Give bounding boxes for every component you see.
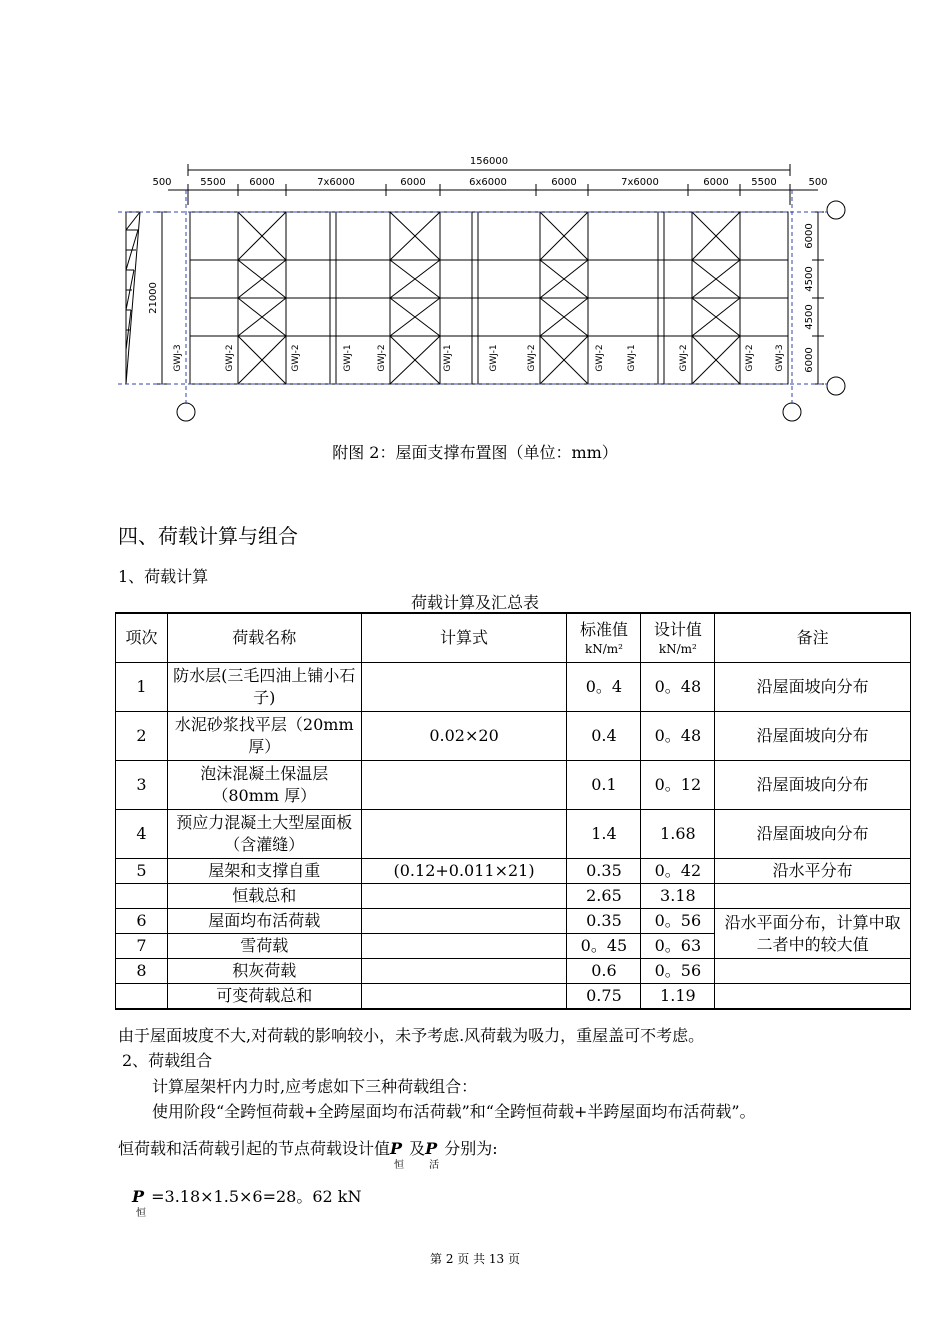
header-formula: 计算式 [361,613,567,663]
cell-index: 3 [116,761,168,810]
cell-note [715,984,911,1010]
cell-design: 0。12 [641,761,715,810]
cell-design: 1.19 [641,984,715,1010]
cell-formula [361,984,567,1010]
dim-right: 4500 [804,304,815,330]
truss-label: GWJ-1 [627,344,637,372]
cell-design: 0。63 [641,934,715,959]
header-standard-unit: kN/m² [584,642,623,656]
cell-formula [361,934,567,959]
truss-label: GWJ-2 [225,344,235,372]
table-title: 荷载计算及汇总表 [410,593,539,612]
cell-index: 5 [116,859,168,884]
cell-note: 沿水平分布 [715,859,911,884]
subsection-heading: 1、荷载计算 [118,567,209,586]
cell-index: 4 [116,810,168,859]
paragraph-node-load [118,1136,498,1171]
cell-name: 预应力混凝土大型屋面板（含灌缝） [167,810,361,859]
symbol-p-dead: P [390,1139,403,1158]
cell-note: 沿屋面坡向分布 [715,761,911,810]
header-index: 项次 [116,613,168,663]
dim-top: 500 [152,177,172,188]
load-table [115,612,911,1010]
para-text: 及 [404,1139,426,1158]
cell-formula [361,810,567,859]
dim-total: 156000 [469,156,509,167]
cell-index: 1 [116,663,168,712]
formula-subscript: 恒 [136,1208,147,1219]
dim-top: 5500 [200,177,226,188]
cell-name: 防水层(三毛四油上铺小石子) [167,663,361,712]
table-row [116,761,911,810]
cell-standard: 0.6 [567,959,641,984]
formula-expression: =3.18×1.5×6=28。62 kN [146,1187,362,1206]
cell-index: 7 [116,934,168,959]
cell-name: 积灰荷载 [167,959,361,984]
paragraph: 计算屋架杆内力时,应考虑如下三种荷载组合： [152,1077,478,1096]
table-row [116,909,911,934]
cell-design: 0。42 [641,859,715,884]
symbol-p-live: P [425,1139,438,1158]
cell-standard: 0.4 [567,712,641,761]
header-standard [567,613,641,663]
roof-bracing-diagram [118,150,858,430]
cell-standard: 0.1 [567,761,641,810]
table-row [116,663,911,712]
cell-design: 0。56 [641,959,715,984]
cell-note: 沿水平面分布，计算中取二者中的较大值 [715,909,911,959]
dim-top: 6000 [551,177,577,188]
header-standard-label: 标准值 [579,620,628,639]
cell-standard: 0。4 [567,663,641,712]
cell-formula: (0.12+0.011×21) [361,859,567,884]
cell-design: 3.18 [641,884,715,909]
table-row [116,959,911,984]
cell-name: 水泥砂浆找平层（20mm 厚） [167,712,361,761]
header-design-unit: kN/m² [658,642,697,656]
cell-name: 泡沫混凝土保温层（80mm 厚） [167,761,361,810]
table-row [116,884,911,909]
cell-standard: 0.35 [567,909,641,934]
dim-top: 7x6000 [621,177,659,188]
cell-standard: 2.65 [567,884,641,909]
cell-formula [361,663,567,712]
dim-top: 6000 [400,177,426,188]
cell-standard: 0.75 [567,984,641,1010]
cell-formula [361,909,567,934]
table-header-row [116,613,911,663]
cell-design: 0。48 [641,663,715,712]
header-name: 荷载名称 [167,613,361,663]
cell-name: 屋架和支撑自重 [167,859,361,884]
cell-formula [361,884,567,909]
paragraph: 使用阶段“全跨恒荷载+全跨屋面均布活荷载”和“全跨恒荷载+半跨屋面均布活荷载”。 [152,1102,756,1121]
header-design [641,613,715,663]
dim-top: 6x6000 [469,177,507,188]
cell-index: 2 [116,712,168,761]
dim-right: 6000 [804,347,815,373]
cell-note: 沿屋面坡向分布 [715,810,911,859]
truss-label: GWJ-2 [377,344,387,372]
cell-formula [361,959,567,984]
header-design-label: 设计值 [653,620,702,639]
truss-label: GWJ-1 [489,344,499,372]
section-heading: 四、荷载计算与组合 [118,524,298,548]
cell-design: 0。48 [641,712,715,761]
figure-caption: 附图 2：屋面支撑布置图（单位：mm） [332,443,618,462]
para-text: 分别为: [439,1139,498,1158]
table-row [116,810,911,859]
table-row [116,859,911,884]
dim-top: 6000 [249,177,275,188]
formula-symbol: P [132,1187,145,1206]
dim-top: 6000 [703,177,729,188]
cell-name: 雪荷载 [167,934,361,959]
dim-top: 7x6000 [317,177,355,188]
cell-design: 1.68 [641,810,715,859]
subsection-heading: 2、荷载组合 [122,1051,213,1070]
dim-top: 500 [808,177,828,188]
cell-note [715,884,911,909]
cell-name: 屋面均布活荷载 [167,909,361,934]
cell-standard: 0。45 [567,934,641,959]
page-footer: 第 2 页 共 13 页 [430,1252,520,1266]
header-note: 备注 [715,613,911,663]
cell-note: 沿屋面坡向分布 [715,712,911,761]
cell-formula [361,761,567,810]
truss-label: GWJ-1 [343,344,353,372]
truss-label: GWJ-3 [775,344,785,372]
truss-label: GWJ-2 [679,344,689,372]
cell-name: 可变荷载总和 [167,984,361,1010]
truss-label: GWJ-3 [173,344,183,372]
subscript-live: 活 [429,1160,440,1171]
cell-index [116,884,168,909]
truss-label: GWJ-1 [443,344,453,372]
dim-top: 5500 [751,177,777,188]
cell-index [116,984,168,1010]
truss-label: GWJ-2 [291,344,301,372]
truss-label: GWJ-2 [527,344,537,372]
cell-standard: 1.4 [567,810,641,859]
cell-formula: 0.02×20 [361,712,567,761]
dim-right: 4500 [804,266,815,292]
dim-height: 21000 [148,282,159,314]
para-text: 恒荷载和活荷载引起的节点荷载设计值 [118,1139,391,1158]
cell-note [715,959,911,984]
cell-index: 8 [116,959,168,984]
truss-label: GWJ-2 [745,344,755,372]
table-row [116,712,911,761]
truss-label: GWJ-2 [595,344,605,372]
note-paragraph: 由于屋面坡度不大,对荷载的影响较小，未予考虑.风荷载为吸力，重屋盖可不考虑。 [118,1026,705,1045]
formula-dead-load [132,1184,362,1219]
dim-right: 6000 [804,223,815,249]
subscript-dead: 恒 [394,1160,405,1171]
cell-standard: 0.35 [567,859,641,884]
cell-index: 6 [116,909,168,934]
table-row [116,984,911,1010]
cell-name: 恒载总和 [167,884,361,909]
cell-note: 沿屋面坡向分布 [715,663,911,712]
cell-design: 0。56 [641,909,715,934]
